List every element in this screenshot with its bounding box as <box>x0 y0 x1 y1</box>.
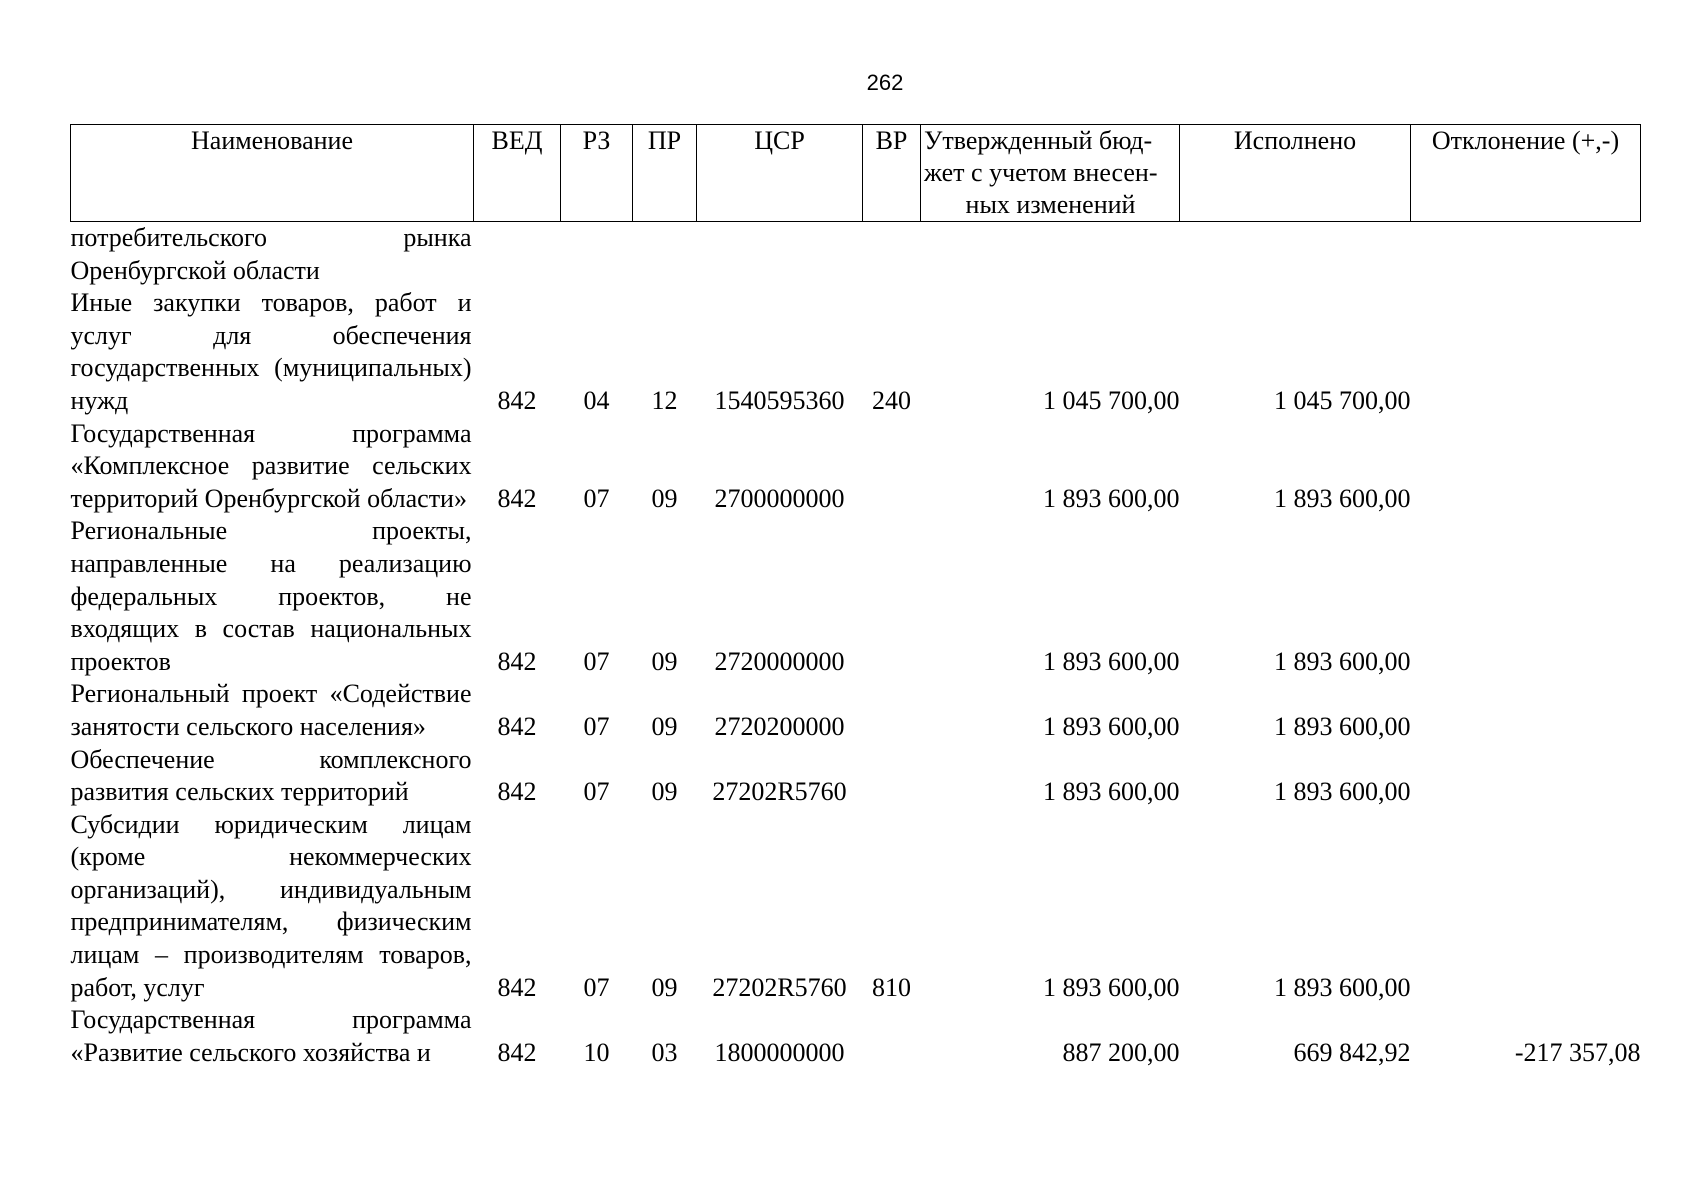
row-executed: 1 893 600,00 <box>1274 711 1411 741</box>
row-rz: 07 <box>583 972 610 1002</box>
row-csr: 2720000000 <box>714 646 845 676</box>
header-name: Наименование <box>71 125 474 222</box>
row-ved: 842 <box>497 385 537 415</box>
row-csr: 1800000000 <box>714 1037 845 1067</box>
table-row <box>71 809 1641 1005</box>
header-deviation: Отклонение (+,-) <box>1411 125 1641 222</box>
row-deviation <box>1411 418 1641 516</box>
row-name: Региональный проект «Содействие занятости сельского населения» <box>70 679 472 741</box>
row-csr <box>697 222 863 288</box>
row-rz: 04 <box>583 385 610 415</box>
row-pr <box>633 222 697 288</box>
table-row <box>71 287 1641 417</box>
header-pr: ПР <box>633 125 697 222</box>
row-executed: 1 045 700,00 <box>1274 385 1411 415</box>
table-header-row <box>71 125 1641 222</box>
row-pr: 09 <box>651 972 678 1002</box>
row-vr <box>863 418 921 516</box>
row-vr <box>863 222 921 288</box>
row-executed: 1 893 600,00 <box>1274 483 1411 513</box>
table-row <box>71 744 1641 809</box>
row-vr: 810 <box>872 972 911 1002</box>
row-vr: 240 <box>872 385 911 415</box>
row-budget: 1 045 700,00 <box>1043 385 1180 415</box>
row-pr: 09 <box>651 711 678 741</box>
row-executed: 1 893 600,00 <box>1274 646 1411 676</box>
row-deviation <box>1411 222 1641 288</box>
row-rz: 10 <box>583 1037 610 1067</box>
row-rz <box>561 222 633 288</box>
row-ved: 842 <box>497 1037 537 1067</box>
row-budget: 1 893 600,00 <box>1043 777 1180 807</box>
row-rz: 07 <box>583 711 610 741</box>
row-name: Субсидии юридическим лицам (кроме некоммерческих организаций), индивидуальным предпринимателям, физическим лицам – производителям товаров, работ, услуг <box>70 809 472 1002</box>
row-name: Государственная программа «Развитие сельского хозяйства и <box>70 1005 472 1067</box>
row-ved: 842 <box>497 972 537 1002</box>
header-csr: ЦСР <box>697 125 863 222</box>
row-vr <box>863 678 921 743</box>
row-deviation <box>1411 809 1641 1005</box>
row-pr: 09 <box>651 646 678 676</box>
row-pr: 12 <box>651 385 678 415</box>
row-ved: 842 <box>497 777 537 807</box>
row-budget: 1 893 600,00 <box>1043 646 1180 676</box>
row-ved: 842 <box>497 646 537 676</box>
row-budget: 1 893 600,00 <box>1043 972 1180 1002</box>
row-rz: 07 <box>583 483 610 513</box>
header-ved: ВЕД <box>474 125 561 222</box>
row-budget: 1 893 600,00 <box>1043 711 1180 741</box>
table-row <box>71 418 1641 516</box>
header-vr: ВР <box>863 125 921 222</box>
table-row <box>71 222 1641 288</box>
row-csr: 2700000000 <box>714 483 845 513</box>
row-name: Иные закупки товаров, работ и услуг для обеспечения государственных (муниципальных) нужд <box>70 288 472 415</box>
row-ved <box>474 222 561 288</box>
row-pr: 09 <box>651 483 678 513</box>
row-executed: 1 893 600,00 <box>1274 777 1411 807</box>
row-rz: 07 <box>583 777 610 807</box>
row-name: потребительского рынка Оренбургской области <box>70 223 472 285</box>
row-executed: 669 842,92 <box>1293 1037 1411 1067</box>
row-ved: 842 <box>497 483 537 513</box>
row-name: Обеспечение комплексного развития сельских территорий <box>70 744 472 807</box>
row-deviation <box>1411 678 1641 743</box>
table-row <box>71 678 1641 743</box>
row-deviation <box>1411 744 1641 809</box>
row-csr: 2720200000 <box>714 711 845 741</box>
header-rz: РЗ <box>561 125 633 222</box>
header-budget-line-1: Утвержденный бюд- <box>924 126 1153 155</box>
row-deviation <box>1411 515 1641 678</box>
page-number: 262 <box>866 70 904 95</box>
row-name: Региональные проекты, направленные на реализацию федеральных проектов, не входящих в состав национальных проектов <box>70 516 472 676</box>
row-vr <box>863 515 921 678</box>
row-pr: 09 <box>651 777 678 807</box>
row-vr <box>863 1004 921 1069</box>
row-name: Государственная программа «Комплексное развитие сельских территорий Оренбургской области» <box>70 418 472 513</box>
row-csr: 27202R5760 <box>712 777 847 807</box>
budget-execution-table <box>70 124 1641 1069</box>
row-executed: 1 893 600,00 <box>1274 972 1411 1002</box>
row-csr: 1540595360 <box>714 385 845 415</box>
row-csr: 27202R5760 <box>712 972 847 1002</box>
header-budget-line-2: жет с учетом внесен- <box>924 158 1158 187</box>
row-budget: 887 200,00 <box>1062 1037 1180 1067</box>
row-rz: 07 <box>583 646 610 676</box>
row-budget <box>921 222 1180 288</box>
row-deviation: -217 357,08 <box>1514 1037 1641 1067</box>
header-approved-budget <box>921 125 1180 222</box>
row-vr <box>863 744 921 809</box>
row-budget: 1 893 600,00 <box>1043 483 1180 513</box>
row-deviation <box>1411 287 1641 417</box>
header-budget-line-3: ных изменений <box>965 190 1136 219</box>
row-executed <box>1180 222 1411 288</box>
row-ved: 842 <box>497 711 537 741</box>
row-pr: 03 <box>651 1037 678 1067</box>
header-executed: Исполнено <box>1180 125 1411 222</box>
table-row <box>71 515 1641 678</box>
table-row <box>71 1004 1641 1069</box>
